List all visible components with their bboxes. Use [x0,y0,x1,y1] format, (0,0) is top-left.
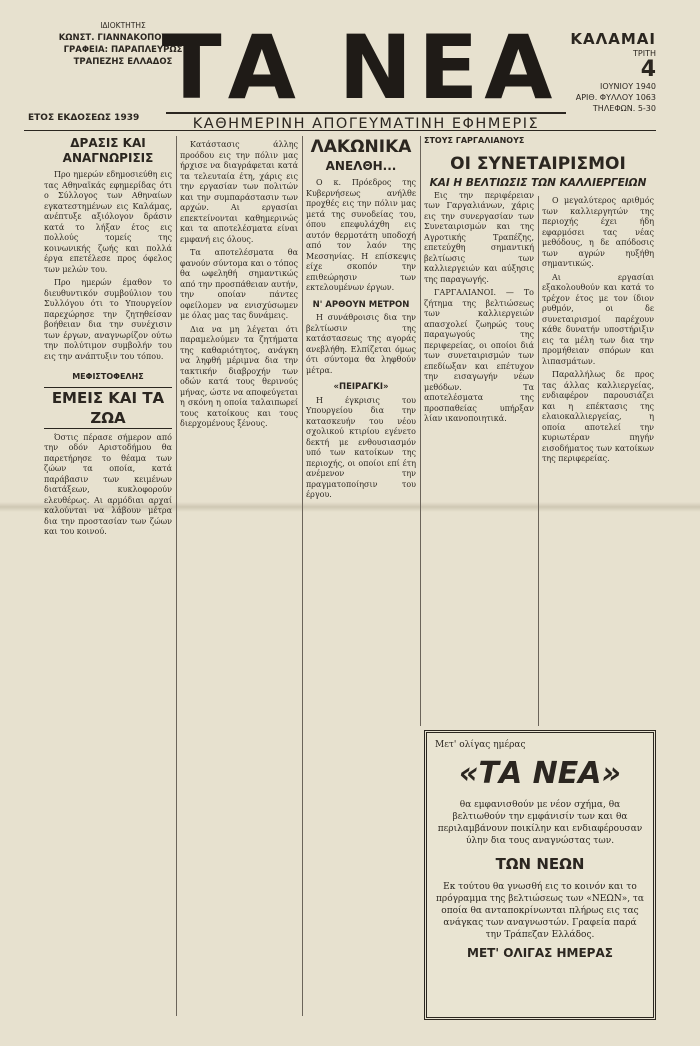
phone-number: ΤΗΛΕΦΩΝ. 5-30 [592,104,656,113]
article-paragraph: Η έγκρισις του Υπουργείου δια την κατασκευήν του νέου σχολικού κτιρίου εγένετο δεκτή με ενθουσιασμόν υπό των κατοίκων της περιοχής, οι οποίοι επί έτη ανέμενον την πραγματοποίησιν του έργου. [306,395,416,499]
article-paragraph: Προ ημερών εδημοσιεύθη εις τας Αθηναϊκάς εφημερίδας ότι ο Σύλλογος των Αθηναίων εγκατεστημένων εις Καλάμας, ανέπτυξε αξιόλογον δράσιν κατά το λήξαν έτος εις πολλούς τομείς της κοινωνικής ζωής και πολλά έργα επετέλεσε προς όφελος των μελών του. [44,170,172,274]
issue-number: ΑΡΙΘ. ΦΥΛΛΟΥ 1063 [575,93,656,102]
article-paragraph: Όστις πέρασε σήμερον από την οδόν Αριστοδήμου θα παρετήρησε το θέαμα των ζώων τα οποία, κατά παράβασιν των κειμένων διατάξεων, κυκλοφορούν ελευθέρως. Αι αρμόδιαι αρχαί καλούνται να λάβουν μέτρα δια την προστασίαν των ζώων και του κοινού. [44,432,172,536]
offices-place: ΤΡΑΠΕΖΗΣ ΕΛΛΑΔΟΣ [73,57,173,67]
article-paragraph: Τα αποτελέσματα θα φανούν σύντομα και ο τόπος θα ωφεληθή σημαντικώς από την προσπάθειαν αυτήν, την οποίαν πάντες οφείλομεν να ενισχύσωμεν με όλας μας τας δυνάμεις. [180,248,298,320]
main-headline: ΟΙ ΣΥΝΕΤΑΙΡΙΣΜΟΙ [450,154,626,174]
announcement-intro: Μετ' ολίγας ημέρας [435,740,526,750]
weekday: ΤΡΙΤΗ [633,49,656,58]
header-rule [24,130,656,131]
day-number: 4 [640,57,656,82]
article-subheading: Ν' ΑΡΘΟΥΝ ΜΕΤΡΟΝ [312,299,410,310]
announcement-title: «ΤΑ ΝΕΑ» [459,756,621,791]
column-3 [306,136,416,1016]
issue-date: ΙΟΥΝΙΟΥ 1940 [600,82,656,91]
year-of-publication: ΕΤΟΣ ΕΚΔΟΣΕΩΣ 1939 [28,113,140,123]
article-subheading: «ΠΕΙΡΑΓΚΙ» [333,382,389,392]
owner-label: ΙΔΙΟΚΤΗΤΗΣ [100,21,146,30]
article-paragraph: Ο μεγαλύτερος αριθμός των καλλιεργητών της περιοχής έχει ήδη εφαρμόσει τας νέας μεθόδους, η δε απόδοσις των αγρών ηυξήθη σημαντικώς. [542,196,654,268]
announcement-text: Εκ τούτου θα γνωσθή εις το κοινόν και το πρόγραμμα της βελτιώσεως των «ΝΕΩΝ», τα οποία θα ανταποκρίνωνται πλήρως εις τας ανάγκας των αναγνωστών. Γραφεία παρά την Τράπεζαν Ελλάδος. [436,882,644,940]
column-5 [542,196,654,721]
article-heading: ΔΡΑΣΙΣ ΚΑΙ ΑΝΑΓΝΩΡΙΣΙΣ [62,136,154,165]
article-paragraph: Ο κ. Πρόεδρος της Κυβερνήσεως ανήλθε προχθές εις την πόλιν μας μετά της συνοδείας του, όπου επεφυλάχθη εις αυτόν θερμοτάτη υποδοχή από τον λαόν της Μεσσηνίας. Η επίσκεψις είχε σκοπόν την επιθεώρησιν των εκτελουμένων έργων. [306,178,416,292]
section-label: ΜΕΦΙΣΤΟΦΕΛΗΣ [72,372,144,381]
column-divider [420,136,421,726]
article-paragraph: Παραλλήλως δε προς τας άλλας καλλιεργείας, ενδιαφέρον παρουσιάζει και η επέκτασις της ελαιοκαλλιεργείας, η οποία αποτελεί την κυριωτέραν πηγήν εισοδήματος των κατοίκων της περιφερείας. [542,370,654,463]
column-divider [176,136,177,1016]
article-paragraph: Κατάστασις άλλης προόδου εις την πόλιν μας ήρχισε να διαγράφεται κατά τα τελευταία έτη, χάρις εις την εργασίαν των πολιτών και την συμπαράστασιν των αρχών. Αι εργασίαι επεκτείνονται καθημερινώς και τα αποτελέσματα είναι εμφανή εις όλους. [180,140,298,244]
offices-label: ΓΡΑΦΕΙΑ: ΠΑΡΑΠΛΕΥΡΩΣ [63,45,183,55]
main-headline-sub: ΚΑΙ Η ΒΕΛΤΙΩΣΙΣ ΤΩΝ ΚΑΛΛΙΕΡΓΕΙΩΝ [429,177,647,189]
article-paragraph: Δια να μη λέγεται ότι παραμελούμεν τα ζητήματα της καθαριότητος, ανάγκη να ληφθή μέριμνα δια την τακτικήν διαβροχήν των οδών κατά τους θερινούς μήνας, ώστε να αποφεύγεται η σκόνη η οποία ταλαιπωρεί τους κατοίκους και τους διερχομένους ξένους. [180,324,298,428]
announcement-subtitle: ΤΩΝ ΝΕΩΝ [495,855,585,873]
column-2 [180,140,298,1016]
issue-info [548,30,656,114]
owner-name: ΚΩΝΣΤ. ΓΙΑΝΝΑΚΟΠΟΥΛΟΣ [58,33,188,43]
announcement-closing: ΜΕΤ' ΟΛΙΓΑΣ ΗΜΕΡΑΣ [467,946,613,960]
article-subheading: ΑΝΕΛΘΗ... [325,159,397,173]
column-divider [302,136,303,1016]
column-divider [538,196,539,726]
city: ΚΑΛΑΜΑΙ [570,30,656,48]
masthead-subtitle: ΚΑΘΗΜΕΡΙΝΗ ΑΠΟΓΕΥΜΑΤΙΝΗ ΕΦΗΜΕΡΙΣ [166,112,566,132]
column-1 [44,136,172,1016]
article-paragraph: ΓΑΡΓΑΛΙΑΝΟΙ. — Το ζήτημα της βελτιώσεως των καλλιεργειών απασχολεί ζωηρώς τους παραγωγούς της περιφερείας, οι οποίοι διά των συνεταιρισμών των επεδίωξαν και επέτυχον την εισαγωγήν νέων μεθόδων. Τα αποτελέσματα της προσπαθείας υπήρξαν λίαν ικανοποιητικά. [424,288,534,423]
article-kicker: ΣΤΟΥΣ ΓΑΡΓΑΛΙΑΝΟΥΣ [424,136,525,145]
announcement-text: θα εμφανισθούν με νέον σχήμα, θα βελτιωθούν την εμφάνισίν των και θα περιλαμβάνουν ποικίλην και ενδιαφέρουσαν ύλην δια τους αναγνώστας των. [437,800,643,846]
article-paragraph: Προ ημερών έμαθον το διευθυντικόν συμβούλιον του Συλλόγου ότι το Υπουργείον παρεχώρησε την ζητηθείσαν βοήθειαν δια την συνέχισιν των έργων, αναγνωρίζον ούτω την πολύτιμον συμβολήν του εις την ανάπτυξιν του τόπου. [44,278,172,361]
article-heading: ΕΜΕΙΣ ΚΑΙ ΤΑ ΖΩΑ [44,387,172,429]
article-heading: ΛΑΚΩΝΙΚΑ [310,137,412,157]
masthead-title: ΤΑ ΝΕΑ [161,16,559,119]
announcement-box [424,730,656,1020]
article-paragraph: Η συνάθροισις δια την βελτίωσιν της κατάστασεως της αγοράς ανεβλήθη. Ελπίζεται όμως ότι σύντομα θα ληφθούν μέτρα. [306,313,416,375]
column-4 [424,136,534,721]
article-paragraph: Εις την περιφέρειαν των Γαργαλιάνων, χάρις εις την συνεργασίαν των Συνεταιρισμών και της Αγροτικής Τραπέζης, επετεύχθη σημαντική βελτίωσις των καλλιεργειών και αύξησις της παραγωγής. [424,190,534,284]
article-paragraph: Αι εργασίαι εξακολουθούν και κατά το τρέχον έτος με τον ίδιον ρυθμόν, οι δε συνεταιρισμοί παρέχουν κάθε δυνατήν υποστήριξιν εις τα μέλη των δια την προμήθειαν σπόρων και λιπασμάτων. [542,272,654,366]
